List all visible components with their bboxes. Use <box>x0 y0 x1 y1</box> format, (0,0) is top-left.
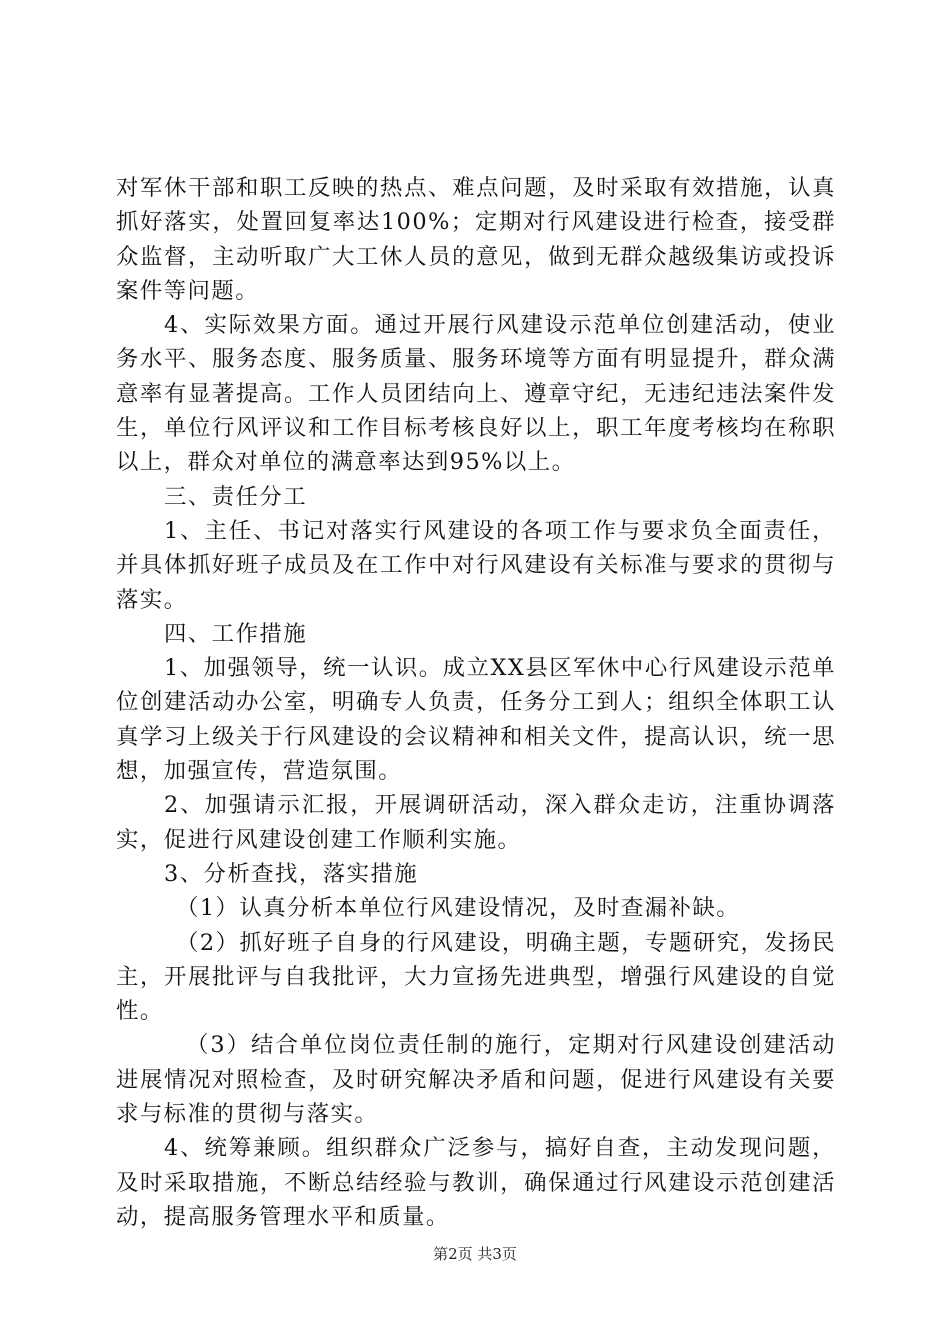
document-body <box>116 171 836 1234</box>
paragraph-measure-3-heading: 3、分析查找，落实措施 <box>164 860 419 887</box>
paragraph-sub-item-3: （3）结合单位岗位责任制的施行，定期对行风建设创建活动进展情况对照检查，及时研究解决矛盾和问题，促进行风建设有关要求与标准的贯彻与落实。 <box>116 1032 836 1128</box>
paragraph-continuation: 对军休干部和职工反映的热点、难点问题，及时采取有效措施，认真抓好落实，处置回复率达100%；定期对行风建设进行检查，接受群众监督，主动听取广大工休人员的意见，做到无群众越级集访或投诉案件等问题。 <box>116 175 836 304</box>
paragraph-measure-1: 1、加强领导，统一认识。成立XX县区军休中心行风建设示范单位创建活动办公室，明确专人负责，任务分工到人；组织全体职工认真学习上级关于行风建设的会议精神和相关文件，提高认识，统一思想，加强宣传，营造氛围。 <box>116 655 836 785</box>
paragraph-sub-item-2: （2）抓好班子自身的行风建设，明确主题，专题研究，发扬民主，开展批评与自我批评，大力宣扬先进典型，增强行风建设的自觉性。 <box>116 929 836 1025</box>
paragraph-actual-effect: 4、实际效果方面。通过开展行风建设示范单位创建活动，使业务水平、服务态度、服务质量、服务环境等方面有明显提升，群众满意率有显著提高。工作人员团结向上、遵章守纪，无违纪违法案件发生，单位行风评议和工作目标考核良好以上，职工年度考核均在称职以上，群众对单位的满意率达到95%以上。 <box>116 312 836 476</box>
paragraph-sub-item-1: （1）认真分析本单位行风建设情况，及时查漏补缺。 <box>176 895 741 922</box>
section-heading-measures: 四、工作措施 <box>164 620 308 647</box>
section-heading-responsibility: 三、责任分工 <box>164 483 308 510</box>
paragraph-measure-4: 4、统筹兼顾。组织群众广泛参与，搞好自查，主动发现问题，及时采取措施，不断总结经验与教训，确保通过行风建设示范创建活动，提高服务管理水平和质量。 <box>116 1135 836 1230</box>
paragraph-measure-2: 2、加强请示汇报，开展调研活动，深入群众走访，注重协调落实，促进行风建设创建工作顺利实施。 <box>116 792 836 853</box>
page-number-footer: 第2页 共3页 <box>433 1245 517 1263</box>
paragraph-responsibility-1: 1、主任、书记对落实行风建设的各项工作与要求负全面责任，并具体抓好班子成员及在工作中对行风建设有关标准与要求的贯彻与落实。 <box>116 517 836 613</box>
